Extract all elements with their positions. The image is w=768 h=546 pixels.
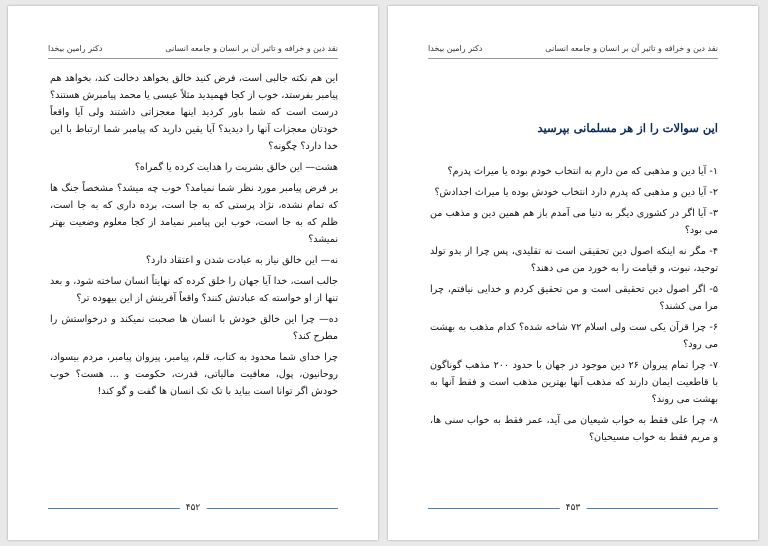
- paragraph: این هم نکته جالبی است، فرض کنید خالق بخواهد دخالت کند، بخواهد هم پیامبر بفرستد، خوب از کجا فهمیدید مثلاً عیسی یا محمد پیامبرش هستند؟ درست است که شما باور کردید اینها معجزاتی داشتند ولی آیا واقعاً خودتان معجزات آنها را دیدید؟ آیا یقین دارید که پیامبر شما ارتباط با این خدا دارد؟ چگونه؟: [50, 73, 338, 152]
- page-body: [50, 70, 338, 404]
- page-footer: [48, 502, 338, 516]
- question-item: ۴- مگر نه اینکه اصول دین تحقیقی است نه تقلیدی، پس چرا از بدو تولد توحید، نبوت، و قیامت را به خورد من می دهند؟: [430, 246, 718, 274]
- page-header: [48, 42, 338, 59]
- question-item: ۸- چرا علی فقط به خواب شیعیان می آید، عمر فقط به خواب سنی ها، و مریم فقط به خواب مسیحیان؟: [430, 415, 718, 443]
- page-header: [428, 42, 718, 59]
- question-item: ۳- آیا اگر در کشوری دیگر به دنیا می آمدم باز هم همین دین و مذهب من می بود؟: [430, 208, 718, 236]
- section-heading: این سوالات را از هر مسلمانی بپرسید: [537, 121, 718, 135]
- header-author: دکتر رامین بیخدا: [48, 44, 103, 53]
- header-book-title: نقد دین و خرافه و تاثیر آن بر انسان و جامعه انسانی: [165, 44, 338, 53]
- page-footer: [428, 502, 718, 516]
- page-body: [430, 70, 718, 450]
- right-page: [388, 6, 758, 540]
- page-number: ۴۵۳: [560, 502, 587, 514]
- header-book-title: نقد دین و خرافه و تاثیر آن بر انسان و جامعه انسانی: [545, 44, 718, 53]
- paragraph: ده— چرا این خالق خودش با انسان ها صحبت نمیکند و درخواستش را مطرح کند؟: [50, 314, 338, 342]
- paragraph: جالب است، خدا آیا جهان را خلق کرده که نهایتاً انسان ساخته شود، و بعد تنها از او خواسته که عبادتش کنند؟ واقعاً آفرینش از این بیهوده تر؟: [50, 276, 338, 304]
- paragraph: بر فرض پیامبر مورد نظر شما نمیامد؟ خوب چه میشد؟ مشخصاً جنگ ها که تمام نشده، نژاد پرستی که به جا است، برده داری که به جا است، ظلم که به جا است، خوب این پیامبر نمیامد از کجا معلوم وضعیت بهتر نمیشد؟: [50, 183, 338, 245]
- paragraph: نه— این خالق نیاز به عبادت شدن و اعتقاد دارد؟: [145, 255, 338, 266]
- question-item: ۷- چرا تمام پیروان ۲۶ دین موجود در جهان با حدود ۲۰۰ مذهب گوناگون با قاطعیت ایمان دارند که مذهب آنها بهترین مذهب است و فقط آنها به بهشت می روند؟: [430, 360, 718, 405]
- question-item: ۵- اگر اصول دین تحقیقی است و من تحقیق کردم و خدایی نیافتم، چرا مرا می کشند؟: [430, 284, 718, 312]
- question-item: ۶- چرا قرآن یکی ست ولی اسلام ۷۲ شاخه شده؟ کدام مذهب به بهشت می رود؟: [430, 322, 718, 350]
- question-item: ۲- آیا دین و مذهبی که پدرم دارد انتخاب خودش بوده یا میراث اجدادش؟: [434, 187, 718, 198]
- paragraph: چرا خدای شما محدود به کتاب، قلم، پیامبر، پیروان پیامبر، مردم بیسواد، روحانیون، پول، معافیت مالیاتی، قدرت، حکومت و ... هست؟ خوب خودش اگر توانا است بیاید با تک تک انسان ها گفت و گو کند!: [50, 352, 338, 397]
- page-number: ۴۵۲: [180, 502, 207, 514]
- left-page: [8, 6, 378, 540]
- paragraph: هشت— این خالق بشریت را هدایت کرده یا گمراه؟: [134, 162, 338, 173]
- header-author: دکتر رامین بیخدا: [428, 44, 483, 53]
- question-item: ۱- آیا دین و مذهبی که من دارم به انتخاب خودم بوده یا میراث پدرم؟: [447, 166, 718, 177]
